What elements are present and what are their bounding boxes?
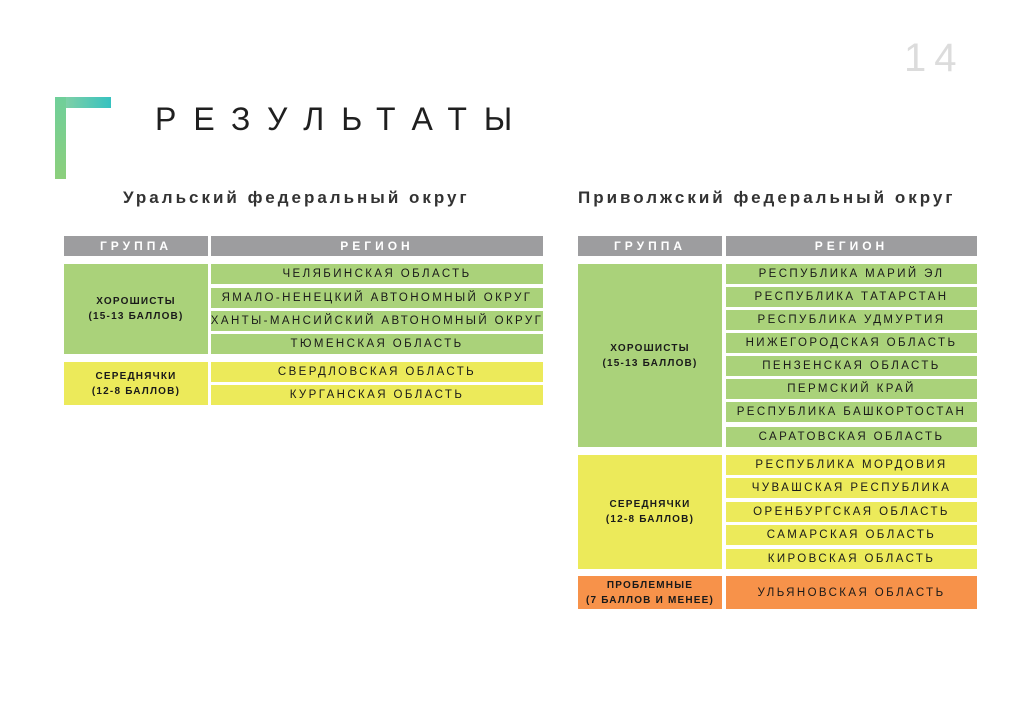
ural-region-row: ЧЕЛЯБИНСКАЯ ОБЛАСТЬ: [211, 264, 543, 284]
ural-region-row: ТЮМЕНСКАЯ ОБЛАСТЬ: [211, 334, 543, 354]
ural-header-group: ГРУППА: [64, 236, 208, 256]
group-sub: (15-13 БАЛЛОВ): [88, 311, 184, 322]
ural-group-good: [64, 264, 208, 354]
group-name: СЕРЕДНЯЧКИ: [609, 499, 691, 510]
ural-region-row: КУРГАНСКАЯ ОБЛАСТЬ: [211, 385, 543, 405]
group-sub: (12-8 БАЛЛОВ): [91, 385, 181, 397]
volga-header-group: ГРУППА: [578, 236, 722, 256]
group-sub: (15-13 БАЛЛОВ): [602, 357, 698, 369]
page-title: РЕЗУЛЬТАТЫ: [155, 101, 530, 137]
group-name: ПРОБЛЕМНЫЕ: [606, 579, 694, 591]
ural-region-row: СВЕРДЛОВСКАЯ ОБЛАСТЬ: [211, 362, 543, 382]
volga-region-row: САМАРСКАЯ ОБЛАСТЬ: [726, 525, 977, 545]
ural-district-title: Уральский федеральный округ: [123, 188, 470, 207]
volga-group-mid: [578, 455, 722, 569]
volga-region-row: НИЖЕГОРОДСКАЯ ОБЛАСТЬ: [726, 333, 977, 353]
volga-header-region: РЕГИОН: [726, 236, 977, 256]
volga-region-row: УЛЬЯНОВСКАЯ ОБЛАСТЬ: [726, 576, 977, 609]
volga-region-row: РЕСПУБЛИКА БАШКОРТОСТАН: [726, 402, 977, 422]
volga-region-row: РЕСПУБЛИКА ТАТАРСТАН: [726, 287, 977, 307]
volga-region-row: ПЕНЗЕНСКАЯ ОБЛАСТЬ: [726, 356, 977, 376]
volga-region-row: РЕСПУБЛИКА МОРДОВИЯ: [726, 455, 977, 475]
volga-region-row: РЕСПУБЛИКА УДМУРТИЯ: [726, 310, 977, 330]
ural-header-region: РЕГИОН: [211, 236, 543, 256]
volga-region-row: ЧУВАШСКАЯ РЕСПУБЛИКА: [726, 478, 977, 498]
ural-region-row: ХАНТЫ-МАНСИЙСКИЙ АВТОНОМНЫЙ ОКРУГ: [211, 311, 543, 331]
volga-region-row: САРАТОВСКАЯ ОБЛАСТЬ: [726, 427, 977, 447]
volga-district-title: Приволжский федеральный округ: [578, 188, 956, 207]
corner-bracket-decoration: [55, 97, 111, 179]
group-sub: (12-8 БАЛЛОВ): [605, 514, 695, 525]
page-number: 14: [904, 36, 965, 80]
volga-region-row: КИРОВСКАЯ ОБЛАСТЬ: [726, 549, 977, 569]
volga-group-bad: [578, 576, 722, 609]
group-sub: (7 БАЛЛОВ И МЕНЕЕ): [585, 594, 715, 606]
bracket-left-bar: [55, 97, 66, 179]
group-name: ХОРОШИСТЫ: [96, 296, 176, 307]
volga-region-row: РЕСПУБЛИКА МАРИЙ ЭЛ: [726, 264, 977, 284]
ural-region-row: ЯМАЛО-НЕНЕЦКИЙ АВТОНОМНЫЙ ОКРУГ: [211, 288, 543, 308]
ural-group-mid: [64, 362, 208, 405]
volga-region-row: ОРЕНБУРГСКАЯ ОБЛАСТЬ: [726, 502, 977, 522]
group-name: СЕРЕДНЯЧКИ: [95, 370, 177, 382]
volga-group-good: [578, 264, 722, 447]
group-name: ХОРОШИСТЫ: [610, 342, 690, 354]
volga-region-row: ПЕРМСКИЙ КРАЙ: [726, 379, 977, 399]
